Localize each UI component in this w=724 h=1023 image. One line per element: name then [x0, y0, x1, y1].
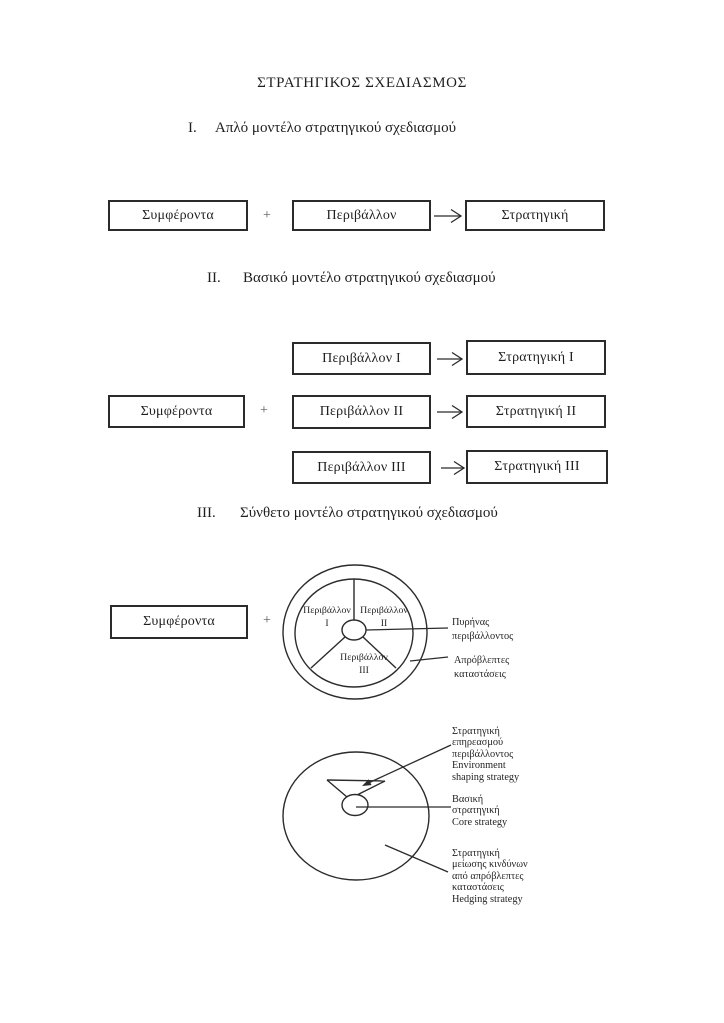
arrow-basic-1: [437, 353, 462, 366]
label-line: Environment: [452, 760, 506, 772]
environment-shaping-pointer-line: [362, 745, 451, 786]
environment-box-1: Περιβάλλον I: [292, 342, 431, 375]
plus-sign-basic: +: [260, 403, 268, 418]
strategy-box-2: Στρατηγική II: [466, 395, 606, 428]
label-line: Βασική: [452, 794, 484, 805]
unforeseen-pointer-label: [454, 654, 509, 681]
environment-box-3: Περιβάλλον III: [292, 451, 431, 484]
environment-box-2: Περιβάλλον II: [292, 395, 431, 429]
label-line: III: [359, 664, 369, 676]
section-heading-text: Απλό μοντέλο στρατηγικού σχεδιασμού: [215, 120, 457, 136]
hedging-label: [452, 848, 528, 905]
label-line: από απρόβλεπτες: [452, 870, 524, 882]
section-heading-basic: [207, 270, 496, 287]
section-numeral: III.: [197, 505, 216, 521]
label-line: II: [380, 617, 388, 629]
label-line: επηρεασμού: [452, 737, 504, 749]
plus-sign-composite: +: [263, 613, 271, 628]
label-line: Περιβάλλον: [303, 605, 351, 616]
label-line: περιβάλλοντος: [452, 748, 514, 760]
interests-box-composite: Συμφέροντα: [110, 605, 248, 639]
core-pointer-label: [452, 616, 513, 643]
interests-box-simple: Συμφέροντα: [108, 200, 248, 231]
label-line: Απρόβλεπτες: [454, 655, 510, 666]
section-heading-composite: [197, 505, 498, 522]
core-strategy-label: [452, 794, 507, 828]
section-heading-text: Βασικό μοντέλο στρατηγικού σχεδιασμού: [243, 270, 496, 286]
strategy-box-1: Στρατηγική I: [466, 340, 606, 375]
label-line: Στρατηγική: [452, 848, 500, 859]
sector-label-2: [360, 605, 408, 630]
unforeseen-pointer-line: [410, 657, 448, 661]
interests-box-basic: Συμφέροντα: [108, 395, 245, 428]
strategy-wheel: [283, 752, 429, 880]
arrow-basic-3: [441, 462, 464, 475]
strategy-box-3: Στρατηγική III: [466, 450, 608, 484]
sector-label-3: [340, 652, 388, 677]
section-numeral: I.: [188, 120, 197, 136]
page-title: ΣΤΡΑΤΗΓΙΚΟΣ ΣΧΕΔΙΑΣΜΟΣ: [257, 75, 467, 91]
label-line: I: [325, 617, 329, 629]
environment-rings: [283, 565, 427, 699]
label-line: καταστάσεις: [454, 668, 506, 680]
plus-sign-simple: +: [263, 208, 271, 223]
sector-label-1: [303, 605, 351, 630]
label-line: μείωσης κινδύνων: [452, 859, 528, 871]
hedging-pointer-line: [385, 845, 448, 872]
environment-shaping-label: [452, 726, 519, 783]
section-heading-text: Σύνθετο μοντέλο στρατηγικού σχεδιασμού: [240, 505, 498, 521]
arrow-simple: [434, 210, 461, 223]
section-heading-simple: [188, 120, 456, 137]
label-line: Hedging strategy: [452, 893, 523, 905]
label-line: Πυρήνας: [452, 617, 490, 628]
label-line: καταστάσεις: [452, 882, 504, 894]
label-line: Περιβάλλον: [360, 605, 408, 616]
label-line: Περιβάλλον: [340, 652, 388, 663]
strategy-box-simple: Στρατηγική: [465, 200, 605, 231]
section-numeral: II.: [207, 270, 221, 286]
arrow-basic-2: [437, 406, 462, 419]
label-line: στρατηγική: [452, 805, 500, 817]
label-line: Στρατηγική: [452, 726, 500, 737]
label-line: Core strategy: [452, 816, 508, 828]
environment-box-simple: Περιβάλλον: [292, 200, 431, 231]
label-line: περιβάλλοντος: [452, 630, 514, 642]
label-line: shaping strategy: [452, 771, 520, 783]
